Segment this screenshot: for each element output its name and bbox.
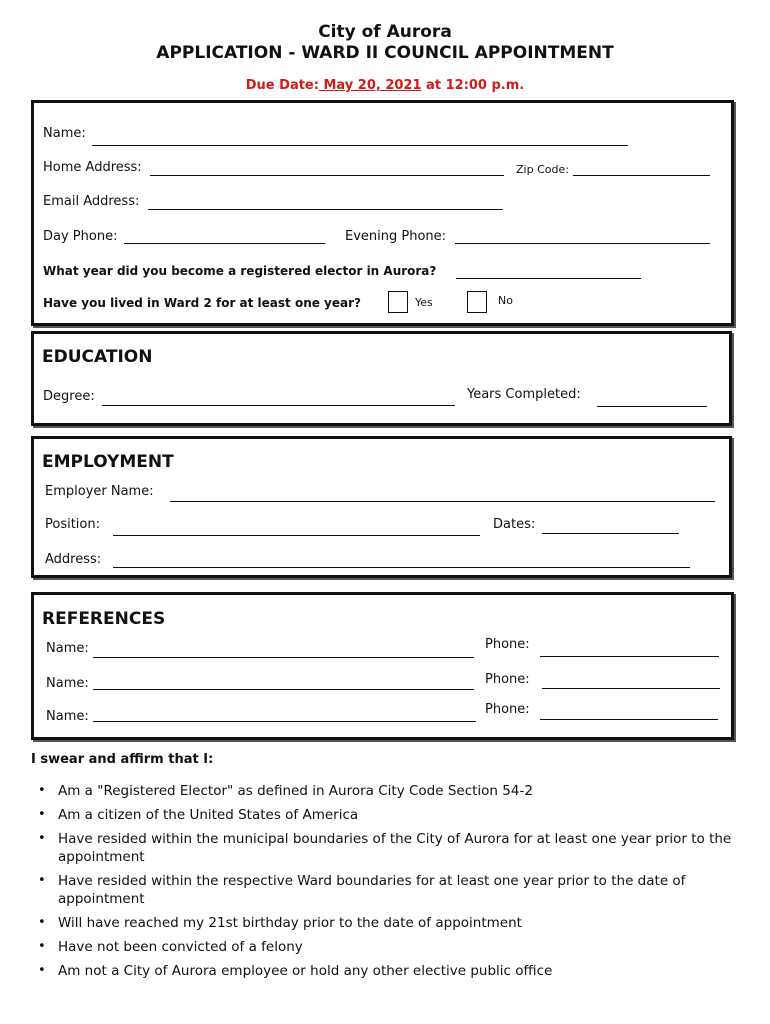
reference-2-name-label: Name: — [46, 676, 89, 691]
reference-3-name-field[interactable] — [93, 721, 476, 722]
employer-field[interactable] — [170, 501, 715, 502]
employment-heading: EMPLOYMENT — [42, 452, 174, 472]
employer-address-label: Address: — [45, 552, 102, 567]
evening-phone-label: Evening Phone: — [345, 229, 447, 244]
home-address-field[interactable] — [150, 175, 504, 176]
city-title: City of Aurora — [318, 22, 452, 42]
reference-1-name-field[interactable] — [93, 657, 474, 658]
employer-label: Employer Name: — [45, 484, 154, 499]
evening-phone-field[interactable] — [455, 243, 710, 244]
references-heading: REFERENCES — [42, 609, 166, 629]
yes-checkbox[interactable] — [388, 291, 408, 313]
affirm-list — [32, 782, 732, 980]
applicant-section — [31, 100, 734, 326]
due-date-line — [0, 78, 770, 93]
affirm-list-container — [32, 782, 732, 986]
elector-year-field[interactable] — [456, 278, 641, 279]
zip-code-label: Zip Code: — [516, 163, 569, 176]
yes-label: Yes — [415, 296, 433, 309]
email-field[interactable] — [148, 209, 503, 210]
degree-field[interactable] — [102, 405, 455, 406]
due-label: Due Date: — [245, 78, 319, 93]
name-field[interactable] — [92, 145, 628, 146]
list-item: • Am not a City of Aurora employee or hold any other elective public office — [32, 962, 732, 980]
application-title: APPLICATION - WARD II COUNCIL APPOINTMENT — [156, 43, 614, 63]
reference-3-phone-label: Phone: — [485, 702, 530, 717]
reference-3-phone-field[interactable] — [540, 719, 718, 720]
employer-address-field[interactable] — [113, 567, 690, 568]
day-phone-field[interactable] — [124, 243, 325, 244]
list-item: • Have not been convicted of a felony — [32, 938, 732, 956]
reference-2-name-field[interactable] — [93, 689, 474, 690]
ward-question: Have you lived in Ward 2 for at least one year? — [43, 296, 361, 310]
reference-1-phone-field[interactable] — [540, 656, 719, 657]
zip-code-field[interactable] — [573, 175, 710, 176]
list-item: • Am a "Registered Elector" as defined in Aurora City Code Section 54-2 — [32, 782, 732, 800]
no-label: No — [498, 294, 513, 307]
elector-question: What year did you become a registered elector in Aurora? — [43, 264, 437, 278]
position-field[interactable] — [113, 535, 480, 536]
list-item: • Am a citizen of the United States of America — [32, 806, 732, 824]
list-item: • Have resided within the respective Ward boundaries for at least one year prior to the date of appointment — [32, 872, 732, 908]
reference-2-phone-label: Phone: — [485, 672, 530, 687]
home-address-label: Home Address: — [43, 160, 142, 175]
day-phone-label: Day Phone: — [43, 229, 118, 244]
reference-1-phone-label: Phone: — [485, 637, 530, 652]
education-heading: EDUCATION — [42, 347, 153, 367]
list-item: • Have resided within the municipal boundaries of the City of Aurora for at least one year prior to the appointment — [32, 830, 732, 866]
reference-3-name-label: Name: — [46, 709, 89, 724]
due-time: at 12:00 p.m. — [421, 78, 525, 93]
dates-label: Dates: — [493, 517, 536, 532]
email-label: Email Address: — [43, 194, 140, 209]
affirm-heading: I swear and affirm that I: — [31, 752, 214, 767]
degree-label: Degree: — [43, 389, 95, 404]
reference-2-phone-field[interactable] — [542, 688, 720, 689]
years-completed-label: Years Completed: — [467, 387, 581, 402]
education-section — [31, 331, 732, 426]
no-checkbox[interactable] — [467, 291, 487, 313]
position-label: Position: — [45, 517, 100, 532]
dates-field[interactable] — [542, 533, 679, 534]
due-date: May 20, 2021 — [318, 78, 422, 93]
name-label: Name: — [43, 126, 86, 141]
years-completed-field[interactable] — [597, 406, 707, 407]
reference-1-name-label: Name: — [46, 641, 89, 656]
list-item: • Will have reached my 21st birthday prior to the date of appointment — [32, 914, 732, 932]
